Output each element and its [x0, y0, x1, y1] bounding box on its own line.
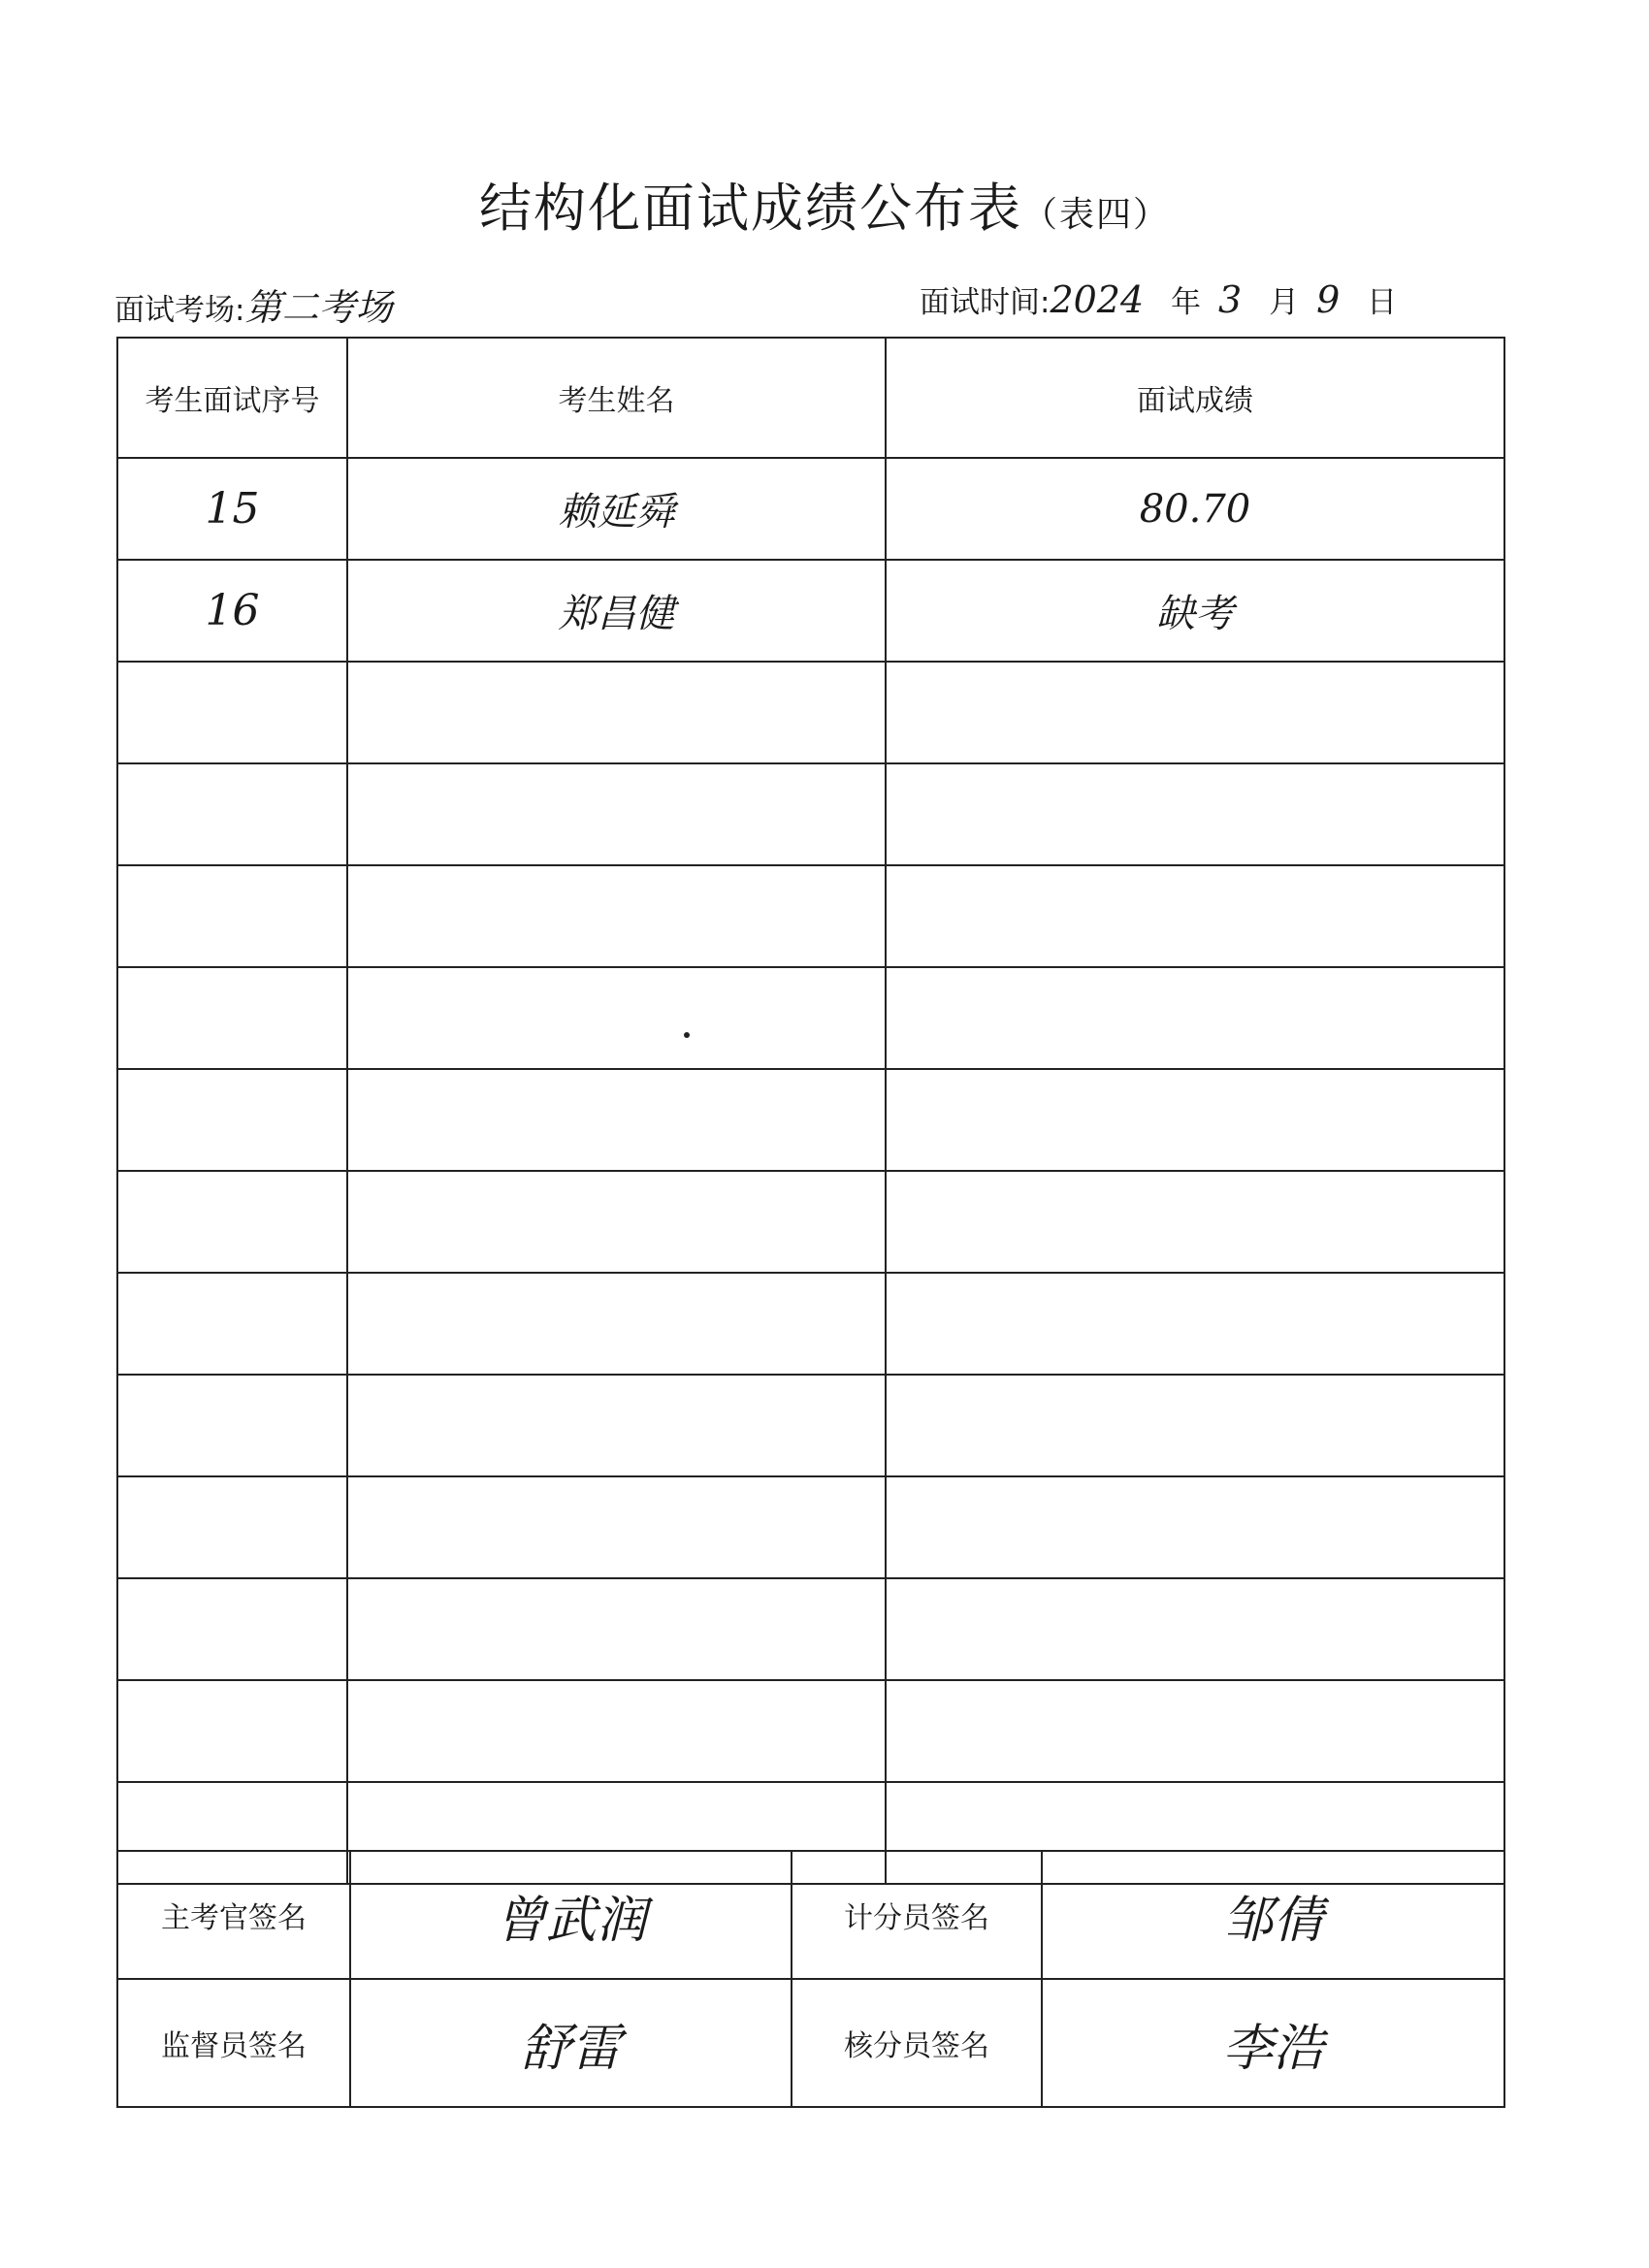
score-table-body [117, 458, 1504, 1884]
table-row [117, 1375, 1504, 1476]
table-row [117, 560, 1504, 662]
date-month: 3 [1218, 278, 1243, 321]
name-cell [347, 1375, 886, 1476]
signature-row [117, 1851, 1504, 1979]
name-cell [347, 763, 886, 865]
score-cell [886, 865, 1504, 967]
venue-line [114, 277, 392, 331]
score-cell [886, 763, 1504, 865]
seq-cell [117, 1069, 347, 1171]
date-label: 面试时间: [920, 285, 1051, 320]
scorer-label: 计分员签名 [792, 1851, 1042, 1979]
header-name: 考生姓名 [347, 338, 886, 458]
table-row [117, 458, 1504, 560]
table-row [117, 662, 1504, 763]
table-row [117, 1069, 1504, 1171]
seq-cell [117, 1578, 347, 1680]
name-cell: 赖延舜 [347, 458, 886, 560]
table-row [117, 1171, 1504, 1273]
table-row [117, 1680, 1504, 1782]
seq-cell [117, 865, 347, 967]
name-cell [347, 967, 886, 1069]
seq-cell: 15 [117, 458, 347, 560]
seq-cell [117, 1273, 347, 1375]
name-cell [347, 1476, 886, 1578]
score-cell [886, 1680, 1504, 1782]
score-cell [886, 1171, 1504, 1273]
score-table [116, 337, 1505, 1885]
score-cell [886, 1273, 1504, 1375]
page-title [0, 167, 1649, 242]
score-cell [886, 1375, 1504, 1476]
name-cell [347, 1171, 886, 1273]
table-row [117, 1273, 1504, 1375]
date-line [920, 277, 1414, 321]
chief-examiner-label: 主考官签名 [117, 1851, 350, 1979]
score-cell: 缺考 [886, 560, 1504, 662]
supervisor-signature: 舒雷 [350, 1979, 792, 2107]
table-row [117, 1578, 1504, 1680]
checker-signature: 李浩 [1042, 1979, 1504, 2107]
date-month-unit: 月 [1269, 285, 1300, 320]
supervisor-label: 监督员签名 [117, 1979, 350, 2107]
table-row [117, 967, 1504, 1069]
table-row [117, 763, 1504, 865]
score-cell [886, 1069, 1504, 1171]
date-day-unit: 日 [1367, 285, 1398, 320]
score-cell [886, 1578, 1504, 1680]
venue-label: 面试考场: [114, 293, 245, 328]
seq-cell [117, 662, 347, 763]
header-seq: 考生面试序号 [117, 338, 347, 458]
seq-cell [117, 1476, 347, 1578]
checker-label: 核分员签名 [792, 1979, 1042, 2107]
name-cell [347, 1578, 886, 1680]
score-cell [886, 1476, 1504, 1578]
seq-cell [117, 1680, 347, 1782]
chief-examiner-signature: 曾武润 [350, 1851, 792, 1979]
date-year: 2024 [1050, 278, 1145, 321]
score-cell [886, 662, 1504, 763]
scorer-signature: 邹倩 [1042, 1851, 1504, 1979]
seq-cell [117, 967, 347, 1069]
table-row [117, 865, 1504, 967]
seq-cell: 16 [117, 560, 347, 662]
score-cell [886, 967, 1504, 1069]
date-year-unit: 年 [1171, 285, 1202, 320]
title-subtitle: （表四） [1021, 195, 1170, 235]
name-cell [347, 1680, 886, 1782]
signature-row [117, 1979, 1504, 2107]
name-cell: 郑昌健 [347, 560, 886, 662]
seq-cell [117, 1171, 347, 1273]
name-cell [347, 1069, 886, 1171]
name-cell [347, 1273, 886, 1375]
seq-cell [117, 1375, 347, 1476]
venue-value: 第二考场 [244, 286, 393, 329]
table-row [117, 1476, 1504, 1578]
title-text: 结构化面试成绩公布表 [478, 178, 1022, 239]
score-cell: 80.70 [886, 458, 1504, 560]
date-day: 9 [1316, 278, 1341, 321]
stray-mark [684, 1032, 690, 1038]
score-table-header [117, 338, 1504, 458]
signature-table [116, 1850, 1505, 2108]
name-cell [347, 865, 886, 967]
header-score: 面试成绩 [886, 338, 1504, 458]
name-cell [347, 662, 886, 763]
seq-cell [117, 763, 347, 865]
